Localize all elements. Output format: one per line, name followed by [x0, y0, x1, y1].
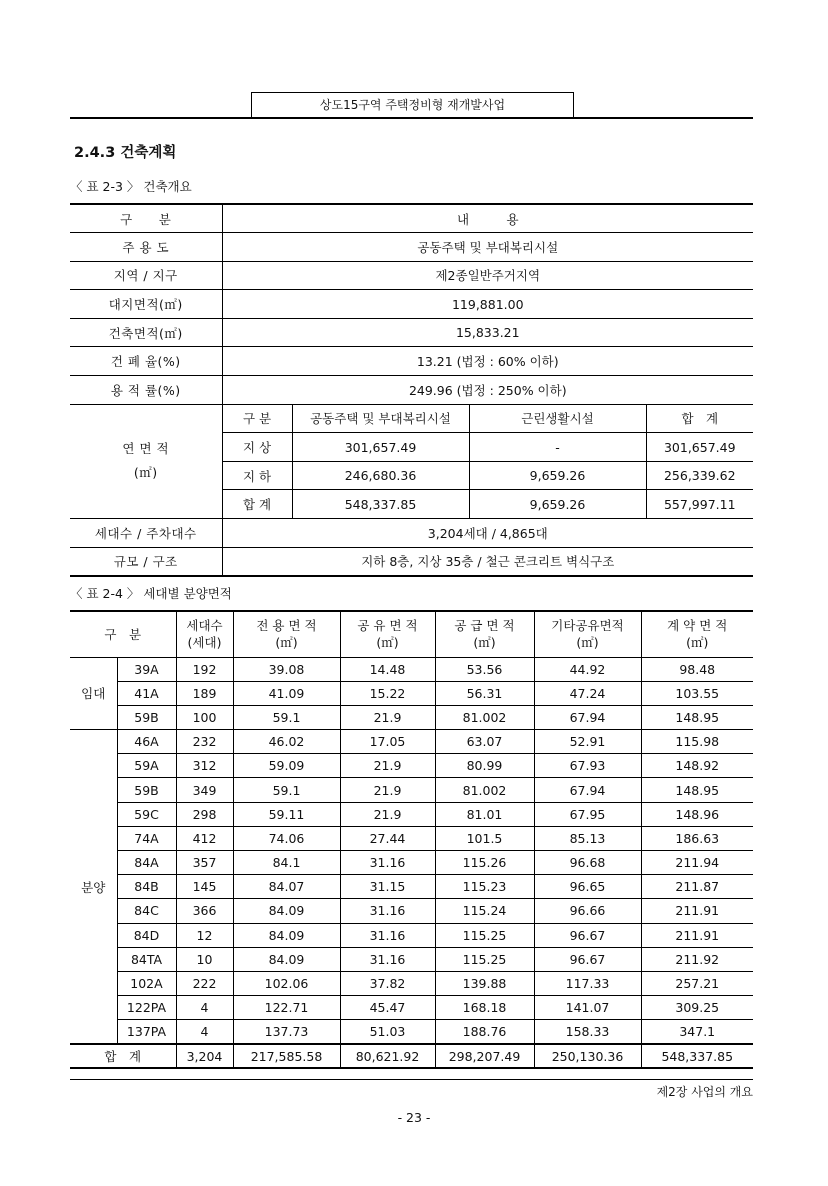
row-key: 대지면적(㎡) — [70, 290, 222, 319]
total-cell: 217,585.58 — [233, 1044, 340, 1068]
unit-type-cell: 46A — [117, 730, 176, 754]
row-key: 규모 / 구조 — [70, 547, 222, 576]
cell: 158.33 — [534, 1020, 641, 1044]
col-header — [233, 611, 340, 657]
table-row — [70, 778, 753, 802]
table-header-row — [70, 611, 753, 657]
table-row — [70, 705, 753, 729]
table-row — [70, 547, 753, 576]
cell: 211.87 — [641, 875, 753, 899]
table-row — [70, 261, 753, 290]
cell: 지 하 — [222, 461, 292, 490]
cell: 115.25 — [435, 947, 534, 971]
total-cell: 250,130.36 — [534, 1044, 641, 1068]
table-row — [70, 233, 753, 262]
cell: 84.09 — [233, 899, 340, 923]
cell: 12 — [176, 923, 233, 947]
table-row — [70, 996, 753, 1020]
cell: 141.07 — [534, 996, 641, 1020]
row-key: 용 적 률(%) — [70, 376, 222, 405]
col-header-unit: (㎡) — [576, 635, 599, 651]
cell: 81.002 — [435, 705, 534, 729]
cell: 80.99 — [435, 754, 534, 778]
cell: 148.96 — [641, 802, 753, 826]
col-header-unit: (㎡) — [686, 635, 709, 651]
col-header-main: 계 약 면 적 — [667, 618, 728, 634]
cell: 21.9 — [340, 754, 435, 778]
cell: 145 — [176, 875, 233, 899]
chapter-label: 제2장 사업의 개요 — [656, 1085, 753, 1099]
footer-rule — [70, 1079, 753, 1080]
unit-type-cell: 74A — [117, 826, 176, 850]
cell: 98.48 — [641, 657, 753, 681]
cell: 59.1 — [233, 778, 340, 802]
cell: 51.03 — [340, 1020, 435, 1044]
cell: 21.9 — [340, 802, 435, 826]
table-row — [70, 875, 753, 899]
col-header-main: 세대수 — [186, 618, 223, 634]
row-value: 15,833.21 — [222, 318, 753, 347]
cell: 349 — [176, 778, 233, 802]
cell: 222 — [176, 971, 233, 995]
cell: 31.16 — [340, 923, 435, 947]
cell: 10 — [176, 947, 233, 971]
header-rule — [70, 117, 753, 119]
unit-type-cell: 84TA — [117, 947, 176, 971]
cell: 96.66 — [534, 899, 641, 923]
cell: 67.94 — [534, 778, 641, 802]
col-header-unit: (㎡) — [376, 635, 399, 651]
row-key: 구 분 — [70, 204, 222, 233]
col-header: 공동주택 및 부대복리시설 — [292, 404, 469, 433]
cell: 168.18 — [435, 996, 534, 1020]
cell: 27.44 — [340, 826, 435, 850]
group-label: 임대 — [70, 657, 117, 730]
table-row — [70, 802, 753, 826]
cell: 186.63 — [641, 826, 753, 850]
col-header-main: 공 유 면 적 — [357, 618, 418, 634]
cell: 347.1 — [641, 1020, 753, 1044]
table-row — [70, 681, 753, 705]
col-header — [435, 611, 534, 657]
cell: 232 — [176, 730, 233, 754]
cell: 148.95 — [641, 778, 753, 802]
col-header: 근린생활시설 — [469, 404, 646, 433]
cell: 37.82 — [340, 971, 435, 995]
cell: 211.94 — [641, 851, 753, 875]
cell: 9,659.26 — [469, 461, 646, 490]
row-key: 건축면적(㎡) — [70, 318, 222, 347]
cell: 81.002 — [435, 778, 534, 802]
unit-type-cell: 137PA — [117, 1020, 176, 1044]
col-header-unit: (㎡) — [275, 635, 298, 651]
total-cell: 548,337.85 — [641, 1044, 753, 1068]
table-2-4-caption: 〈 표 2-4 〉 세대별 분양면적 — [70, 586, 232, 601]
col-header: 합 계 — [646, 404, 753, 433]
cell: 45.47 — [340, 996, 435, 1020]
cell: 412 — [176, 826, 233, 850]
group-label: 분양 — [70, 730, 117, 1044]
cell: 122.71 — [233, 996, 340, 1020]
total-cell: 298,207.49 — [435, 1044, 534, 1068]
cell: 115.26 — [435, 851, 534, 875]
table-row — [70, 730, 753, 754]
unit-type-cell: 41A — [117, 681, 176, 705]
cell: 301,657.49 — [646, 433, 753, 462]
table-row — [70, 923, 753, 947]
floor-area-unit: (㎡) — [133, 465, 158, 481]
col-header-gubun: 구 분 — [70, 611, 176, 657]
total-label: 합 계 — [70, 1044, 176, 1068]
unit-type-cell: 84D — [117, 923, 176, 947]
table-row — [70, 404, 753, 433]
table-row — [70, 519, 753, 548]
cell: 44.92 — [534, 657, 641, 681]
cell: 115.25 — [435, 923, 534, 947]
col-header — [534, 611, 641, 657]
cell: 309.25 — [641, 996, 753, 1020]
col-header-main: 전 용 면 적 — [256, 618, 317, 634]
cell: 246,680.36 — [292, 461, 469, 490]
table-row — [70, 347, 753, 376]
table-row — [70, 899, 753, 923]
total-cell: 3,204 — [176, 1044, 233, 1068]
cell: 211.92 — [641, 947, 753, 971]
col-header-unit: (㎡) — [473, 635, 496, 651]
total-cell: 80,621.92 — [340, 1044, 435, 1068]
cell: 59.11 — [233, 802, 340, 826]
cell: 21.9 — [340, 705, 435, 729]
cell: 84.09 — [233, 923, 340, 947]
cell: 96.65 — [534, 875, 641, 899]
col-header — [176, 611, 233, 657]
row-key: 건 폐 율(%) — [70, 347, 222, 376]
cell: 4 — [176, 996, 233, 1020]
cell: 301,657.49 — [292, 433, 469, 462]
cell: 41.09 — [233, 681, 340, 705]
unit-type-cell: 122PA — [117, 996, 176, 1020]
cell: 100 — [176, 705, 233, 729]
table-row — [70, 851, 753, 875]
cell: 53.56 — [435, 657, 534, 681]
cell: 312 — [176, 754, 233, 778]
table-row — [70, 318, 753, 347]
cell: 4 — [176, 1020, 233, 1044]
table-row — [70, 947, 753, 971]
cell: 14.48 — [340, 657, 435, 681]
row-value: 3,204세대 / 4,865대 — [222, 519, 753, 548]
unit-type-cell: 102A — [117, 971, 176, 995]
cell: 15.22 — [340, 681, 435, 705]
cell: 84.09 — [233, 947, 340, 971]
cell: 59.09 — [233, 754, 340, 778]
col-header — [641, 611, 753, 657]
cell: 46.02 — [233, 730, 340, 754]
unit-type-cell: 84C — [117, 899, 176, 923]
cell: 548,337.85 — [292, 490, 469, 519]
cell: 47.24 — [534, 681, 641, 705]
cell: 139.88 — [435, 971, 534, 995]
section-title: 2.4.3 건축계획 — [74, 145, 177, 161]
row-value: 제2종일반주거지역 — [222, 261, 753, 290]
cell: 148.95 — [641, 705, 753, 729]
cell: 117.33 — [534, 971, 641, 995]
row-value: 13.21 (법정 : 60% 이하) — [222, 347, 753, 376]
col-header-main: 기타공유면적 — [551, 618, 624, 634]
floor-area-title: 연 면 적 — [122, 441, 170, 457]
row-value: 지하 8층, 지상 35층 / 철근 콘크리트 벽식구조 — [222, 547, 753, 576]
cell: 31.16 — [340, 899, 435, 923]
row-key: 주 용 도 — [70, 233, 222, 262]
cell: 557,997.11 — [646, 490, 753, 519]
cell: 188.76 — [435, 1020, 534, 1044]
cell: 137.73 — [233, 1020, 340, 1044]
cell: 59.1 — [233, 705, 340, 729]
cell: 115.98 — [641, 730, 753, 754]
floor-area-label — [70, 404, 222, 518]
col-header — [340, 611, 435, 657]
cell: 148.92 — [641, 754, 753, 778]
cell: 31.15 — [340, 875, 435, 899]
cell: 84.07 — [233, 875, 340, 899]
table-row — [70, 826, 753, 850]
cell: 81.01 — [435, 802, 534, 826]
cell: 192 — [176, 657, 233, 681]
unit-type-cell: 39A — [117, 657, 176, 681]
cell: 31.16 — [340, 947, 435, 971]
table-row — [70, 204, 753, 233]
document-header: 상도15구역 주택정비형 재개발사업 — [251, 92, 574, 118]
row-key: 지역 / 지구 — [70, 261, 222, 290]
cell: 21.9 — [340, 778, 435, 802]
row-value: 공동주택 및 부대복리시설 — [222, 233, 753, 262]
unit-type-cell: 84B — [117, 875, 176, 899]
unit-type-cell: 59B — [117, 705, 176, 729]
table-2-3-caption: 〈 표 2-3 〉 건축개요 — [70, 179, 192, 194]
building-overview-table — [70, 203, 753, 577]
table-row — [70, 376, 753, 405]
cell: 67.94 — [534, 705, 641, 729]
cell: 17.05 — [340, 730, 435, 754]
cell: 지 상 — [222, 433, 292, 462]
row-key: 세대수 / 주차대수 — [70, 519, 222, 548]
row-value: 119,881.00 — [222, 290, 753, 319]
cell: 366 — [176, 899, 233, 923]
page-number: - 23 - — [397, 1110, 431, 1125]
table-row — [70, 657, 753, 681]
cell: 257.21 — [641, 971, 753, 995]
unit-type-cell: 59A — [117, 754, 176, 778]
cell: 85.13 — [534, 826, 641, 850]
cell: - — [469, 433, 646, 462]
cell: 101.5 — [435, 826, 534, 850]
row-value: 249.96 (법정 : 250% 이하) — [222, 376, 753, 405]
cell: 74.06 — [233, 826, 340, 850]
cell: 39.08 — [233, 657, 340, 681]
table-row — [70, 1020, 753, 1044]
table-row — [70, 971, 753, 995]
cell: 67.93 — [534, 754, 641, 778]
cell: 211.91 — [641, 923, 753, 947]
table-row — [70, 290, 753, 319]
cell: 96.67 — [534, 947, 641, 971]
cell: 298 — [176, 802, 233, 826]
unit-area-table — [70, 610, 753, 1069]
cell: 103.55 — [641, 681, 753, 705]
cell: 84.1 — [233, 851, 340, 875]
cell: 102.06 — [233, 971, 340, 995]
cell: 256,339.62 — [646, 461, 753, 490]
col-header-main: 공 급 면 적 — [454, 618, 515, 634]
row-value: 내 용 — [222, 204, 753, 233]
unit-type-cell: 84A — [117, 851, 176, 875]
col-header: 구 분 — [222, 404, 292, 433]
col-header-unit: (세대) — [187, 635, 222, 651]
table-row — [70, 754, 753, 778]
cell: 56.31 — [435, 681, 534, 705]
cell: 115.24 — [435, 899, 534, 923]
cell: 189 — [176, 681, 233, 705]
total-row — [70, 1044, 753, 1068]
cell: 31.16 — [340, 851, 435, 875]
cell: 합 계 — [222, 490, 292, 519]
cell: 9,659.26 — [469, 490, 646, 519]
cell: 211.91 — [641, 899, 753, 923]
cell: 96.68 — [534, 851, 641, 875]
cell: 67.95 — [534, 802, 641, 826]
cell: 96.67 — [534, 923, 641, 947]
unit-type-cell: 59C — [117, 802, 176, 826]
cell: 63.07 — [435, 730, 534, 754]
unit-type-cell: 59B — [117, 778, 176, 802]
cell: 115.23 — [435, 875, 534, 899]
cell: 52.91 — [534, 730, 641, 754]
cell: 357 — [176, 851, 233, 875]
